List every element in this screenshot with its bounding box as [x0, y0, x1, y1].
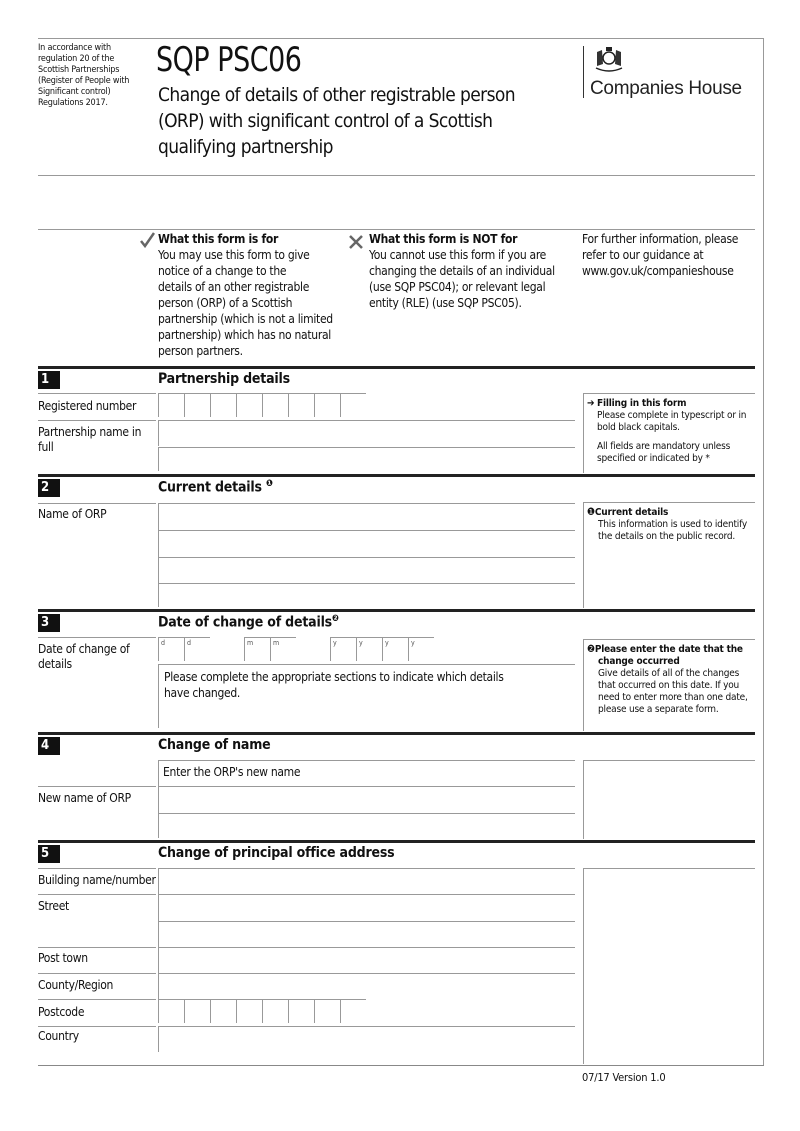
note-marker-2: ❷: [587, 644, 595, 655]
partnership-name-label: [38, 425, 141, 455]
label-line: details: [38, 657, 72, 671]
name-of-orp-input-3[interactable]: [158, 557, 575, 583]
post-town-input[interactable]: [158, 947, 575, 973]
date-of-change-note: [583, 639, 755, 731]
not-for-line: entity (RLE) (use SQP PSC05).: [369, 296, 522, 310]
section-2-title: [158, 479, 273, 496]
for-line: person partners.: [158, 344, 243, 358]
month-box[interactable]: m: [270, 637, 296, 661]
note-marker-2: ❷: [331, 614, 339, 624]
current-details-note: [583, 502, 755, 608]
char-box[interactable]: [158, 999, 184, 1023]
section-2-rule: [38, 474, 755, 477]
name-of-orp-label: Name of ORP: [38, 507, 107, 521]
right-rule: [763, 38, 764, 1066]
char-box[interactable]: [236, 999, 262, 1023]
section-1-title: Partnership details: [158, 371, 290, 387]
postcode-label: Postcode: [38, 1005, 85, 1019]
note-heading: Current details: [594, 507, 669, 518]
bottom-rule: [38, 1065, 764, 1066]
new-name-input-1[interactable]: [158, 786, 575, 813]
form-title-line: (ORP) with significant control of a Scottish: [158, 110, 493, 132]
label-line: full: [38, 440, 54, 454]
new-name-label: New name of ORP: [38, 791, 131, 805]
street-input-2[interactable]: [158, 921, 575, 947]
note-line: All fields are mandatory unless: [597, 441, 731, 452]
form-title: [158, 82, 515, 160]
regulation-line: regulation 20 of the: [38, 54, 115, 64]
version-footer: 07/17 Version 1.0: [582, 1071, 666, 1084]
change-instruction: [158, 664, 575, 728]
for-heading: What this form is for: [158, 232, 278, 246]
not-for-line: changing the details of an individual: [369, 264, 555, 278]
note-line: bold black capitals.: [597, 422, 680, 433]
section-title-text: Current details: [158, 479, 262, 496]
regulation-line: Scottish Partnerships: [38, 65, 120, 75]
new-name-instruction: Enter the ORP's new name: [158, 760, 575, 786]
note-line: Please complete in typescript or in: [597, 410, 747, 421]
note-line: need to enter more than one date,: [598, 692, 748, 703]
name-of-orp-input-1[interactable]: [158, 503, 575, 530]
what-this-form-is-not-for: [369, 231, 569, 311]
char-box[interactable]: [262, 999, 288, 1023]
for-line: You may use this form to give: [158, 248, 310, 262]
not-for-line: You cannot use this form if you are: [369, 248, 547, 262]
filling-in-form-note: [583, 393, 755, 473]
year-box[interactable]: y: [330, 637, 356, 661]
royal-coat-of-arms-icon: [591, 44, 627, 74]
for-line: partnership (which is not a limited: [158, 312, 333, 326]
partnership-name-input-2[interactable]: [158, 447, 575, 471]
section-3-rule: [38, 609, 755, 612]
date-of-change-input[interactable]: [158, 637, 434, 661]
street-input-1[interactable]: [158, 894, 575, 921]
char-box[interactable]: [262, 393, 288, 417]
for-line: partnership) which has no natural: [158, 328, 331, 342]
section-3-number: 3: [38, 614, 60, 632]
county-label: County/Region: [38, 978, 114, 992]
char-box[interactable]: [288, 999, 314, 1023]
building-input[interactable]: [158, 868, 575, 894]
char-box[interactable]: [314, 999, 340, 1023]
day-box[interactable]: d: [158, 637, 184, 661]
year-box[interactable]: y: [382, 637, 408, 661]
label-rule: [38, 947, 156, 948]
form-title-line: Change of details of other registrable person: [158, 84, 515, 106]
check-icon: [139, 232, 155, 248]
section-1-label-rule: [38, 393, 156, 394]
instruction-line: Please complete the appropriate sections to indicate which details: [164, 670, 504, 684]
label-rule: [38, 1026, 156, 1027]
year-box[interactable]: y: [356, 637, 382, 661]
label-line: Date of change of: [38, 642, 130, 656]
section-5-rule: [38, 840, 755, 843]
note-line: that occurred on this date. If you: [598, 680, 740, 691]
char-box[interactable]: [210, 393, 236, 417]
registered-number-label: Registered number: [38, 399, 137, 413]
char-box[interactable]: [340, 999, 366, 1023]
note-line: the details on the public record.: [598, 531, 736, 542]
not-for-heading: What this form is NOT for: [369, 232, 518, 246]
label-rule: [38, 786, 156, 787]
label-rule: [38, 420, 156, 421]
what-this-form-is-for: [158, 231, 338, 359]
companies-house-logo-text: Companies House: [590, 78, 742, 99]
section-4-note-box: [583, 760, 755, 839]
char-box[interactable]: [184, 999, 210, 1023]
regulation-line: In accordance with: [38, 43, 111, 53]
label-rule: [38, 999, 156, 1000]
for-line: notice of a change to the: [158, 264, 287, 278]
char-box[interactable]: [340, 393, 366, 417]
label-rule: [38, 973, 156, 974]
header-rule: [38, 175, 755, 176]
logo-divider: [583, 46, 584, 98]
name-of-orp-input-4[interactable]: [158, 583, 575, 607]
label-rule: [38, 868, 156, 869]
char-box[interactable]: [236, 393, 262, 417]
top-rule: [38, 38, 764, 39]
partnership-name-input-1[interactable]: [158, 420, 575, 446]
label-rule: [38, 503, 156, 504]
further-information: [582, 231, 757, 279]
note-marker-1: ❶: [587, 507, 595, 518]
arrow-right-icon: ➔: [587, 398, 595, 409]
section-title-text: Date of change of details: [158, 614, 332, 631]
country-input[interactable]: [158, 1026, 575, 1052]
instruction-line: have changed.: [164, 686, 241, 700]
section-5-title: Change of principal office address: [158, 845, 395, 861]
street-label: Street: [38, 899, 69, 913]
further-line: For further information, please: [582, 232, 739, 246]
date-of-change-label: [38, 642, 130, 672]
regulation-note: [38, 43, 153, 109]
cross-icon: [349, 234, 363, 248]
note-line: please use a separate form.: [598, 704, 719, 715]
label-line: Partnership name in: [38, 425, 142, 439]
form-code: SQP PSC06: [156, 40, 302, 80]
intro-rule: [38, 229, 755, 230]
for-line: details of an other registrable: [158, 280, 310, 294]
regulation-line: Significant control): [38, 87, 111, 97]
section-1-rule: [38, 366, 755, 369]
section-2-number: 2: [38, 479, 60, 497]
char-box[interactable]: [184, 393, 210, 417]
form-title-line: qualifying partnership: [158, 136, 333, 158]
char-box[interactable]: [210, 999, 236, 1023]
section-3-title: [158, 614, 339, 631]
section-4-number: 4: [38, 737, 60, 755]
registered-number-input[interactable]: [158, 393, 366, 417]
postcode-input[interactable]: [158, 999, 366, 1023]
note-line: Give details of all of the changes: [598, 668, 740, 679]
post-town-label: Post town: [38, 951, 88, 965]
regulation-line: (Register of People with: [38, 76, 130, 86]
country-label: Country: [38, 1029, 79, 1043]
further-line: refer to our guidance at: [582, 248, 704, 262]
not-for-line: (use SQP PSC04); or relevant legal: [369, 280, 546, 294]
note-heading: Filling in this form: [597, 398, 687, 409]
note-line: specified or indicated by *: [597, 453, 710, 464]
for-line: person (ORP) of a Scottish: [158, 296, 293, 310]
regulation-line: Regulations 2017.: [38, 98, 108, 108]
section-4-rule: [38, 732, 755, 735]
char-box[interactable]: [158, 393, 184, 417]
note-marker-1: ❶: [265, 479, 273, 489]
label-rule: [38, 894, 156, 895]
section-5-note-box: [583, 868, 755, 1064]
char-box[interactable]: [314, 393, 340, 417]
month-box[interactable]: m: [244, 637, 270, 661]
year-box[interactable]: y: [408, 637, 434, 661]
name-of-orp-input-2[interactable]: [158, 530, 575, 557]
county-input[interactable]: [158, 973, 575, 999]
section-5-number: 5: [38, 845, 60, 863]
note-heading: change occurred: [598, 656, 680, 667]
new-name-input-2[interactable]: [158, 813, 575, 838]
section-1-number: 1: [38, 371, 60, 389]
building-label: Building name/number: [38, 873, 156, 887]
section-4-title: Change of name: [158, 737, 271, 753]
guidance-link[interactable]: www.gov.uk/companieshouse: [582, 264, 734, 278]
char-box[interactable]: [288, 393, 314, 417]
note-heading: Please enter the date that the: [594, 644, 743, 655]
day-box[interactable]: d: [184, 637, 210, 661]
label-rule: [38, 637, 156, 638]
note-line: This information is used to identify: [598, 519, 748, 530]
